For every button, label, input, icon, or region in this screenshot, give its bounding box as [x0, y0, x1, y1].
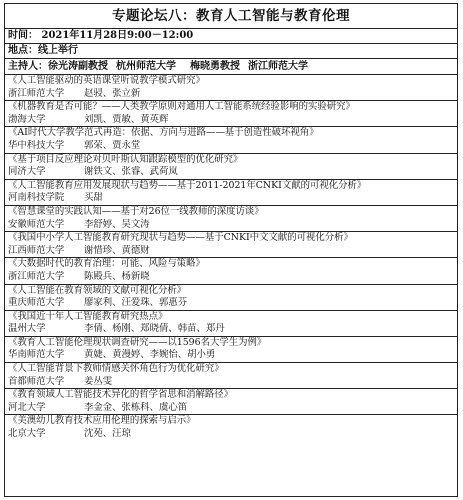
paper-title: 《人工智能驱动的英语课堂听说教学模式研究》 — [8, 75, 205, 86]
paper-authors: 李舒婷、吴文涛 — [84, 218, 150, 230]
forum-hosts — [5, 59, 457, 75]
paper-title: 《我国近十年人工智能教育研究热点》 — [8, 310, 168, 322]
paper-institution: 重庆师范大学 — [8, 297, 65, 309]
forum-time: 时间： 2021年11月28日9:00－12:00 — [5, 29, 457, 44]
paper-entry — [5, 180, 457, 206]
paper-title: 《人工智能背景下教师情感关怀角色行为优化研究》 — [8, 363, 224, 375]
paper-institution: 安徽师范大学 — [8, 218, 65, 230]
paper-title: 《教育人工智能伦理现状调查研究——以1596名大学生为例》 — [8, 336, 267, 348]
paper-institution: 同济大学 — [8, 166, 46, 178]
paper-byline — [8, 140, 457, 153]
paper-title: 《美澳幼儿教育技术应用伦理的探索与启示》 — [8, 415, 196, 427]
paper-list — [5, 75, 457, 441]
paper-entry — [5, 154, 457, 180]
paper-authors: 买甜 — [84, 192, 103, 204]
paper-byline — [8, 402, 457, 415]
paper-entry — [5, 285, 457, 311]
paper-institution: 江西师范大学 — [8, 244, 65, 256]
paper-byline — [8, 114, 457, 127]
paper-byline — [8, 166, 457, 179]
paper-title: 《基于项目反应理论对贝叶斯认知跟踪模型的优化研究》 — [8, 153, 243, 165]
paper-byline — [8, 192, 457, 205]
paper-title: 《人工智能在教育领域的文献可视化分析》 — [8, 284, 187, 296]
paper-entry — [5, 101, 457, 127]
paper-entry — [5, 232, 457, 258]
paper-byline — [8, 376, 457, 389]
host1-name: 徐光涛副教授 — [48, 61, 108, 72]
paper-title: 《机器教育是否可能？——人类教学原则对通用人工智能系统经验影响的实验研究》 — [8, 101, 355, 113]
paper-authors: 姜丛雯 — [84, 375, 113, 387]
program-table — [4, 3, 458, 497]
paper-entry — [5, 258, 457, 284]
paper-authors: 郭荣、贾永堂 — [84, 139, 141, 151]
paper-authors: 谢惜珍、黄德财 — [84, 244, 150, 256]
paper-authors: 李倩、杨刚、郑晓倩、韩苗、郑丹 — [84, 323, 225, 335]
host2-institution: 浙江师范大学 — [248, 61, 308, 72]
paper-institution: 华南师范大学 — [8, 349, 65, 361]
paper-authors: 刘凯、贾敏、黄英辉 — [84, 113, 169, 125]
paper-byline — [8, 271, 457, 284]
forum-location: 地点：线上举行 — [5, 44, 457, 59]
paper-entry — [5, 363, 457, 389]
paper-institution: 河南科技学院 — [8, 192, 65, 204]
paper-title: 《大数据时代的教育治理：可能、风险与策略》 — [8, 258, 205, 270]
paper-institution: 渤海大学 — [8, 113, 46, 125]
paper-title: 《AI时代大学教学范式再造：依据、方向与进路——基于创造性破坏视角》 — [8, 127, 319, 139]
paper-authors: 沈苑、汪琼 — [84, 428, 131, 440]
paper-institution: 浙江师范大学 — [8, 87, 65, 99]
paper-authors: 赵骎、张立新 — [84, 87, 141, 99]
paper-byline — [8, 323, 457, 336]
paper-entry — [5, 206, 457, 232]
paper-byline — [8, 349, 457, 362]
host2-name: 梅晓勇教授 — [190, 61, 240, 72]
paper-entry — [5, 389, 457, 415]
paper-institution: 河北大学 — [8, 401, 46, 413]
paper-title: 《智慧课堂的实践认知——基于对26位一线教师的深度访谈》 — [8, 205, 264, 217]
paper-entry — [5, 75, 457, 101]
paper-title: 《教育领域人工智能技术异化的哲学省思和消解路径》 — [8, 389, 234, 401]
paper-entry — [5, 311, 457, 337]
paper-title: 《人工智能教育应用发展现状与趋势——基于2011-2021年CNKI文献的可视化分析》 — [8, 179, 367, 191]
paper-title: 《我国中小学人工智能教育研究现状与趋势——基于CNKI中文文献的可视化分析》 — [8, 232, 353, 244]
paper-byline — [8, 88, 457, 101]
paper-institution: 浙江师范大学 — [8, 270, 65, 282]
forum-title: 专题论坛八：教育人工智能与教育伦理 — [5, 4, 457, 29]
paper-institution: 北京大学 — [8, 428, 46, 440]
paper-entry — [5, 337, 457, 363]
paper-byline — [8, 297, 457, 310]
paper-byline — [8, 245, 457, 258]
paper-institution: 华中科技大学 — [8, 139, 65, 151]
paper-entry — [5, 127, 457, 153]
paper-authors: 谢铁文、张睿、武荷岚 — [84, 166, 178, 178]
host1-institution: 杭州师范大学 — [116, 61, 176, 72]
paper-byline — [8, 428, 457, 441]
host-label: 主持人： — [8, 61, 48, 72]
paper-authors: 陈殿兵、杨新晓 — [84, 270, 150, 282]
paper-authors: 黄婕、黄漫婷、李婉怡、胡小勇 — [84, 349, 216, 361]
paper-authors: 李金金、张栋科、虞心笛 — [84, 401, 188, 413]
paper-authors: 廖家利、汪爱珠、郭惠芬 — [84, 297, 188, 309]
paper-institution: 首都师范大学 — [8, 375, 65, 387]
paper-byline — [8, 219, 457, 232]
paper-entry — [5, 415, 457, 440]
paper-institution: 温州大学 — [8, 323, 46, 335]
